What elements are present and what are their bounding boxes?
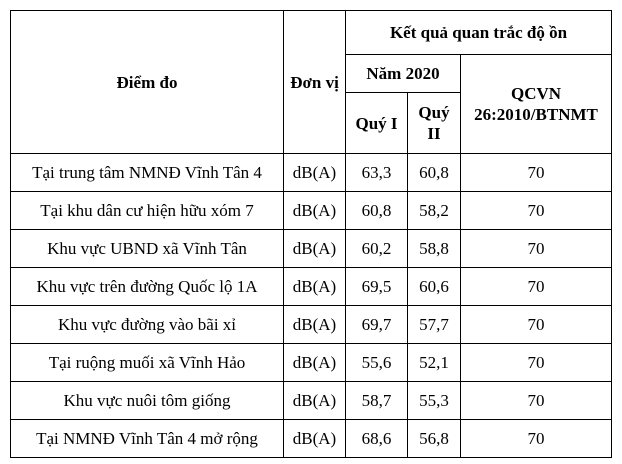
unit-cell: dB(A) [284, 154, 346, 192]
unit-cell: dB(A) [284, 306, 346, 344]
table-row [11, 420, 612, 458]
unit-cell: dB(A) [284, 382, 346, 420]
q1-value-cell: 60,2 [346, 230, 408, 268]
standard-value-cell: 70 [461, 306, 612, 344]
q1-value-cell: 69,7 [346, 306, 408, 344]
standard-value-cell: 70 [461, 344, 612, 382]
location-cell: Khu vực UBND xã Vĩnh Tân [11, 230, 284, 268]
q2-header: Quý II [408, 93, 461, 154]
standard-value-cell: 70 [461, 230, 612, 268]
unit-cell: dB(A) [284, 268, 346, 306]
location-cell: Khu vực trên đường Quốc lộ 1A [11, 268, 284, 306]
location-cell: Tại trung tâm NMNĐ Vĩnh Tân 4 [11, 154, 284, 192]
q2-value-cell: 60,8 [408, 154, 461, 192]
location-header: Điểm đo [11, 11, 284, 154]
table-row [11, 344, 612, 382]
q2-value-cell: 60,6 [408, 268, 461, 306]
noise-monitoring-table [10, 10, 612, 458]
location-cell: Tại khu dân cư hiện hữu xóm 7 [11, 192, 284, 230]
q1-value-cell: 55,6 [346, 344, 408, 382]
q1-header: Quý I [346, 93, 408, 154]
unit-cell: dB(A) [284, 192, 346, 230]
standard-value-cell: 70 [461, 154, 612, 192]
table-row [11, 306, 612, 344]
location-cell: Khu vực nuôi tôm giống [11, 382, 284, 420]
unit-header: Đơn vị [284, 11, 346, 154]
unit-cell: dB(A) [284, 230, 346, 268]
q1-value-cell: 58,7 [346, 382, 408, 420]
standard-value-cell: 70 [461, 382, 612, 420]
location-cell: Khu vực đường vào bãi xỉ [11, 306, 284, 344]
q1-value-cell: 69,5 [346, 268, 408, 306]
standard-value-cell: 70 [461, 420, 612, 458]
q2-value-cell: 55,3 [408, 382, 461, 420]
table-row [11, 268, 612, 306]
results-header: Kết quả quan trắc độ ồn [346, 11, 612, 55]
q2-value-cell: 58,8 [408, 230, 461, 268]
q1-value-cell: 63,3 [346, 154, 408, 192]
unit-cell: dB(A) [284, 344, 346, 382]
location-cell: Tại NMNĐ Vĩnh Tân 4 mở rộng [11, 420, 284, 458]
table-row [11, 382, 612, 420]
q2-value-cell: 57,7 [408, 306, 461, 344]
q2-value-cell: 52,1 [408, 344, 461, 382]
year-header: Năm 2020 [346, 55, 461, 93]
q1-value-cell: 68,6 [346, 420, 408, 458]
unit-cell: dB(A) [284, 420, 346, 458]
q2-value-cell: 56,8 [408, 420, 461, 458]
table-body [11, 154, 612, 458]
standard-value-cell: 70 [461, 192, 612, 230]
table-row [11, 154, 612, 192]
q2-value-cell: 58,2 [408, 192, 461, 230]
q1-value-cell: 60,8 [346, 192, 408, 230]
table-row [11, 192, 612, 230]
table-row [11, 230, 612, 268]
location-cell: Tại ruộng muối xã Vĩnh Hảo [11, 344, 284, 382]
header-row-1 [11, 11, 612, 55]
standard-value-cell: 70 [461, 268, 612, 306]
standard-header: QCVN 26:2010/BTNMT [461, 55, 612, 154]
